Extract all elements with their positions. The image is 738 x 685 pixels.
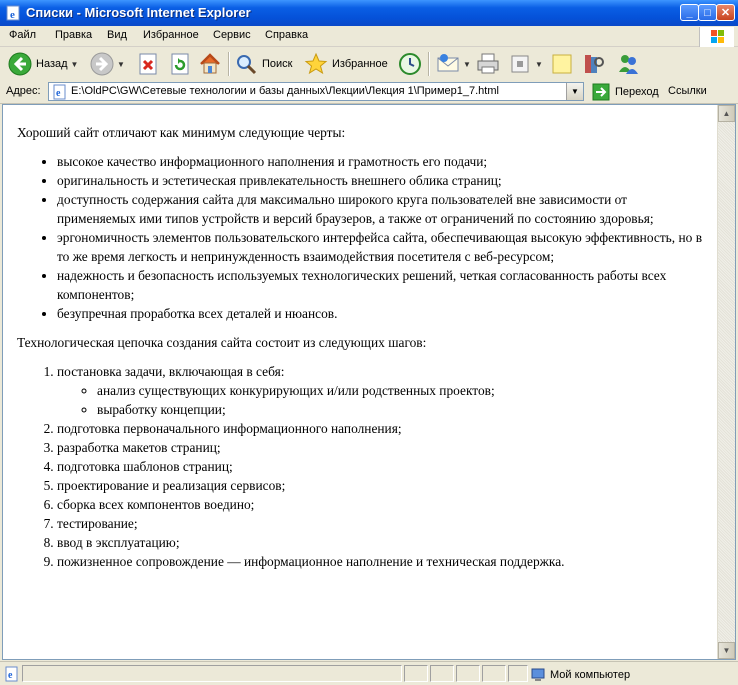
research-button[interactable] bbox=[582, 51, 606, 77]
list-item: 7. тестирование; bbox=[57, 514, 707, 533]
maximize-button[interactable]: □ bbox=[698, 4, 717, 21]
intro-paragraph: Хороший сайт отличают как минимум следующие черты: bbox=[17, 125, 346, 140]
favorites-star-icon bbox=[304, 52, 328, 76]
back-dropdown-icon[interactable]: ▼ bbox=[70, 59, 79, 69]
address-bar bbox=[0, 81, 738, 104]
note-icon bbox=[550, 52, 574, 76]
page-content bbox=[17, 113, 707, 571]
toolbar bbox=[0, 47, 738, 82]
list-item: 4. подготовка шаблонов страниц; bbox=[57, 457, 707, 476]
address-input[interactable] bbox=[48, 82, 584, 101]
edit-button[interactable] bbox=[508, 51, 543, 77]
page-content-frame bbox=[2, 104, 736, 660]
go-label: Переход bbox=[615, 86, 659, 98]
discuss-button[interactable] bbox=[550, 51, 574, 77]
page-icon bbox=[52, 84, 68, 100]
svg-text:e: e bbox=[56, 88, 61, 99]
page-status-icon bbox=[4, 666, 20, 682]
status-text-panel bbox=[22, 665, 402, 682]
list-item: 5. проектирование и реализация сервисов; bbox=[57, 476, 707, 495]
menu-edit[interactable]: Правка bbox=[55, 29, 93, 41]
status-panel bbox=[456, 665, 480, 682]
list-item: • эргономичность элементов пользовательского интерфейса сайта, обеспечивающая высокую эффективность, но в то же время легкость и непринужденность взаимодействия посетителя с веб-ресурсом; bbox=[57, 228, 707, 266]
list-item: 8. ввод в эксплуатацию; bbox=[57, 533, 707, 552]
forward-button[interactable] bbox=[90, 51, 125, 77]
features-list bbox=[17, 152, 707, 323]
list-item bbox=[57, 362, 707, 419]
search-label: Поиск bbox=[262, 58, 293, 70]
messenger-button[interactable] bbox=[616, 51, 640, 77]
menu-tools[interactable]: Сервис bbox=[213, 29, 251, 41]
print-button[interactable] bbox=[476, 51, 500, 77]
go-arrow-icon bbox=[592, 83, 610, 101]
zone-label: Мой компьютер bbox=[550, 669, 631, 681]
list-item: 2. подготовка первоначального информационного наполнения; bbox=[57, 419, 707, 438]
list-item: ◦ выработку концепции; bbox=[97, 400, 707, 419]
edit-dropdown-icon[interactable]: ▼ bbox=[535, 59, 543, 69]
vertical-scrollbar[interactable] bbox=[717, 105, 735, 659]
minimize-button[interactable]: _ bbox=[680, 4, 699, 21]
chain-paragraph: Технологическая цепочка создания сайта состоит из следующих шагов: bbox=[17, 335, 427, 350]
steps-list bbox=[17, 362, 707, 571]
menu-view[interactable]: Вид bbox=[107, 29, 127, 41]
go-button[interactable] bbox=[592, 83, 659, 101]
windows-flag-icon bbox=[700, 27, 734, 47]
ie-page-icon bbox=[6, 5, 22, 21]
print-icon bbox=[476, 52, 500, 76]
my-computer-icon bbox=[530, 667, 546, 683]
status-panel bbox=[508, 665, 528, 682]
mail-button[interactable] bbox=[436, 51, 471, 77]
refresh-button[interactable] bbox=[168, 51, 192, 77]
step-1-text: постановка задачи, включающая в себя: bbox=[57, 364, 285, 379]
favorites-button[interactable] bbox=[304, 51, 388, 77]
toolbar-separator bbox=[228, 52, 230, 76]
windows-logo bbox=[699, 27, 734, 47]
svg-text:e: e bbox=[10, 9, 15, 21]
list-item: • высокое качество информационного наполнения и грамотность его подачи; bbox=[57, 152, 707, 171]
research-icon bbox=[582, 52, 606, 76]
home-icon bbox=[198, 52, 222, 76]
status-panel bbox=[430, 665, 454, 682]
mail-dropdown-icon[interactable]: ▼ bbox=[463, 59, 471, 69]
back-arrow-icon bbox=[8, 52, 32, 76]
forward-arrow-icon bbox=[90, 52, 114, 76]
sub-steps-list bbox=[57, 381, 707, 419]
list-item: • безупречная проработка всех деталей и нюансов. bbox=[57, 304, 707, 323]
menu-bar bbox=[0, 26, 738, 47]
menu-favorites[interactable]: Избранное bbox=[143, 29, 199, 41]
history-button[interactable] bbox=[398, 51, 422, 77]
back-button[interactable] bbox=[8, 51, 78, 77]
edit-page-icon bbox=[508, 52, 532, 76]
close-button[interactable]: ✕ bbox=[716, 4, 735, 21]
address-dropdown-icon[interactable]: ▼ bbox=[566, 83, 583, 100]
list-item: 9. пожизненное сопровождение — информационное наполнение и техническая поддержка. bbox=[57, 552, 707, 571]
status-bar bbox=[0, 661, 738, 685]
history-icon bbox=[398, 52, 422, 76]
scroll-up-icon[interactable]: ▲ bbox=[718, 105, 735, 122]
list-item: 3. разработка макетов страниц; bbox=[57, 438, 707, 457]
scroll-down-icon[interactable]: ▼ bbox=[718, 642, 735, 659]
stop-icon bbox=[136, 52, 160, 76]
search-icon bbox=[234, 52, 258, 76]
messenger-icon bbox=[616, 52, 640, 76]
status-panel bbox=[404, 665, 428, 682]
title-bar bbox=[0, 0, 738, 26]
menu-help[interactable]: Справка bbox=[265, 29, 309, 41]
status-panel bbox=[482, 665, 506, 682]
favorites-label: Избранное bbox=[332, 58, 388, 70]
search-button[interactable] bbox=[234, 51, 292, 77]
home-button[interactable] bbox=[198, 51, 222, 77]
svg-text:e: e bbox=[8, 670, 13, 681]
list-item: 6. сборка всех компонентов воедино; bbox=[57, 495, 707, 514]
address-value: E:\OldPC\GW\Сетевые технологии и базы данных\Лекции\Лекция 1\Пример1_7.html bbox=[71, 85, 499, 97]
toolbar-separator bbox=[428, 52, 430, 76]
menu-file[interactable]: Файл bbox=[9, 29, 37, 41]
links-button[interactable]: Ссылки bbox=[668, 85, 707, 97]
list-item: • надежность и безопасность используемых технологических решений, четкая согласованность работы всех компонентов; bbox=[57, 266, 707, 304]
security-zone[interactable] bbox=[530, 667, 630, 683]
address-label: Адрес: bbox=[6, 85, 41, 97]
forward-dropdown-icon[interactable]: ▼ bbox=[117, 59, 125, 69]
mail-icon bbox=[436, 52, 460, 76]
refresh-icon bbox=[168, 52, 192, 76]
list-item: • доступность содержания сайта для максимально широкого круга пользователей вне зависимости от применяемых ими типов устройств и версий браузеров, а также от ограничений по состоянию здоровья; bbox=[57, 190, 707, 228]
list-item: • оригинальность и эстетическая привлекательность внешнего облика страниц; bbox=[57, 171, 707, 190]
stop-button[interactable] bbox=[136, 51, 160, 77]
list-item: ◦ анализ существующих конкурирующих и/или родственных проектов; bbox=[97, 381, 707, 400]
window-title: Списки - Microsoft Internet Explorer bbox=[26, 5, 251, 20]
back-label: Назад bbox=[36, 58, 68, 70]
